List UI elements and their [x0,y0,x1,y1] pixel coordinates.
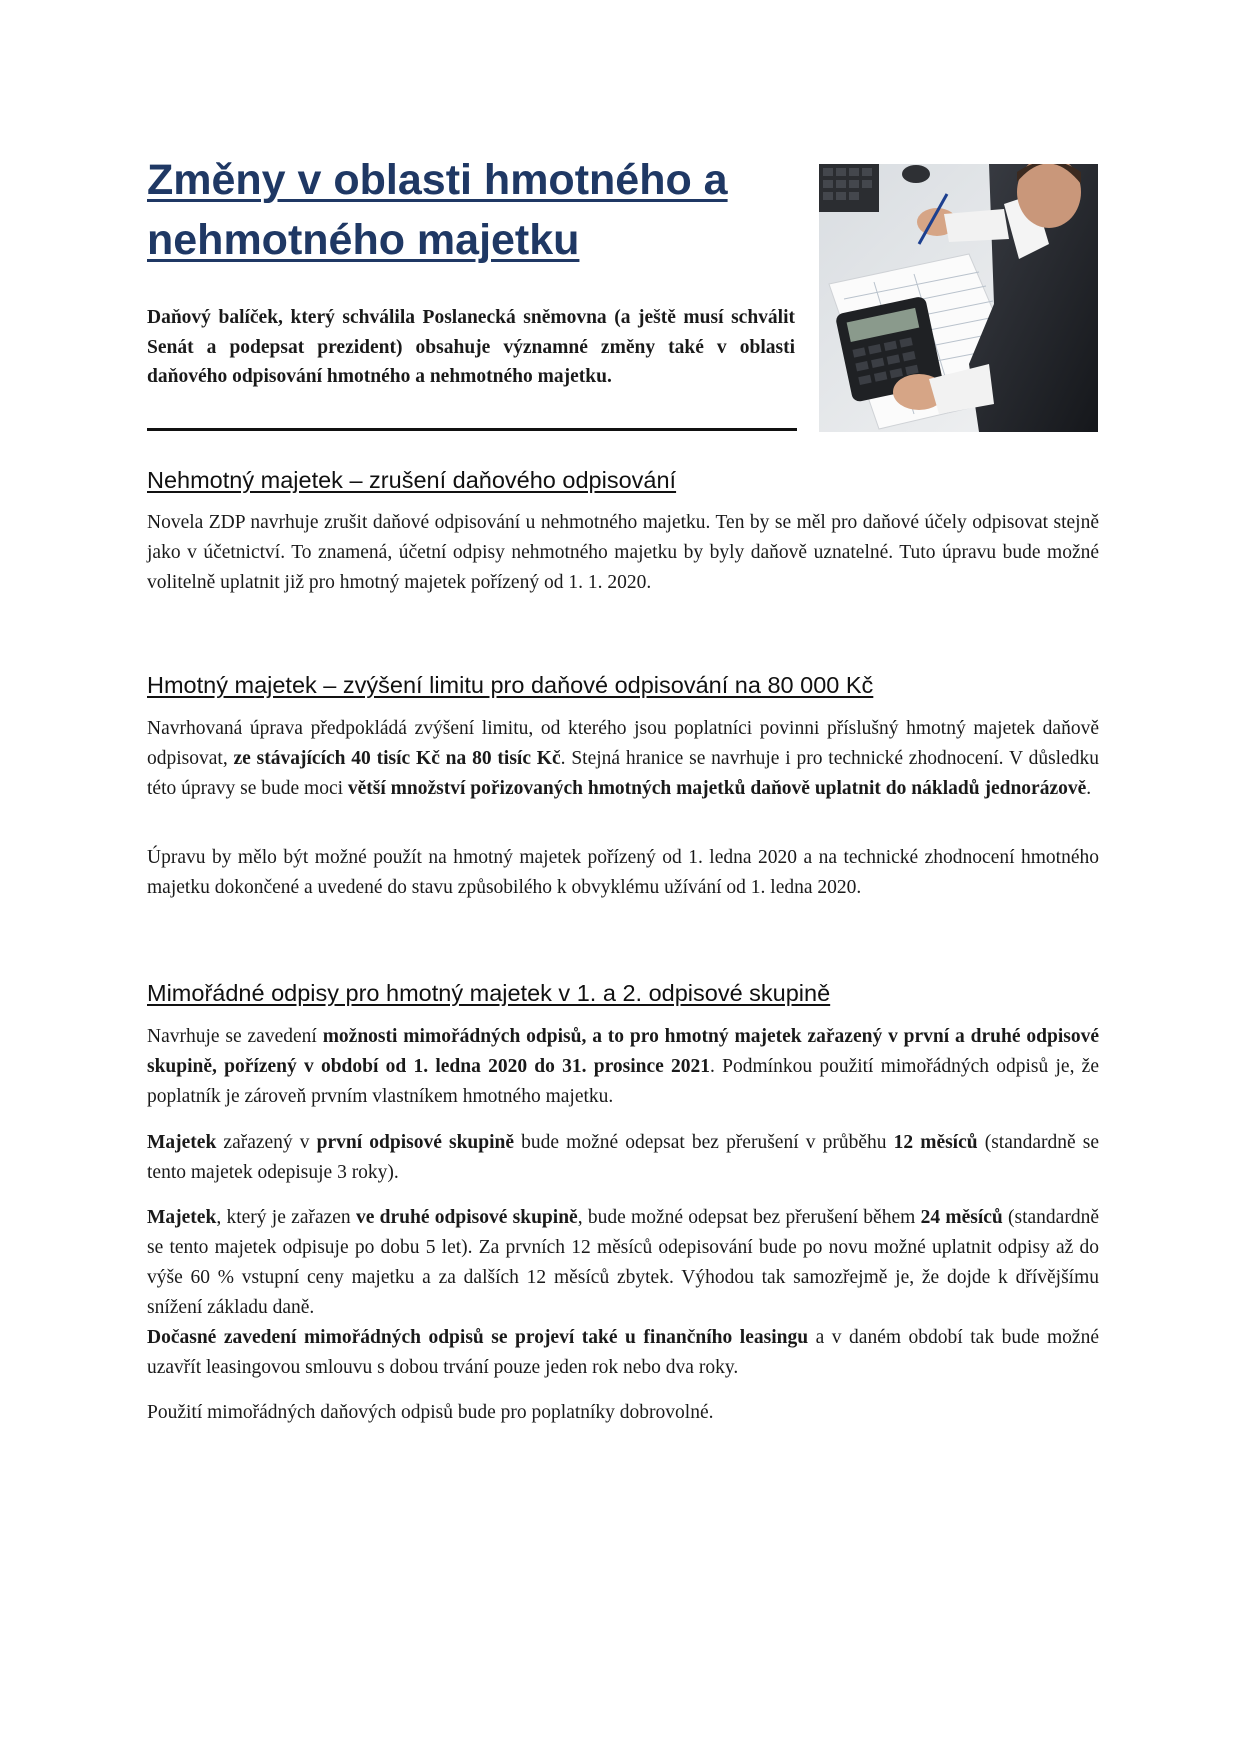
emphasis-text: Majetek [147,1132,217,1153]
section-3-paragraph-3 [147,1203,1099,1323]
body-text: Navrhovaná úprava předpokládá zvýšení limitu, od kterého jsou poplatníci povinni příslušný hmotný majetek daňově odpisovat, [147,718,1099,769]
body-text: Úpravu by mělo být možné použít na hmotný majetek pořízený od 1. ledna 2020 a na technické zhodnocení hmotného majetku dokončené a uvedené do stavu způsobilého k obvyklému užívání od 1. ledna 2020. [147,847,1099,898]
section-2-paragraph-1 [147,714,1099,804]
section-3-paragraph-2 [147,1128,1099,1188]
body-text: . Podmínkou použití mimořádných odpisů je, že poplatník je zároveň prvním vlastníkem hmotného majetku. [147,1056,1099,1107]
lead-divider [147,428,797,431]
body-text: zařazený v [216,1132,317,1153]
body-text: Novela ZDP navrhuje zrušit daňové odpisování u nehmotného majetku. Ten by se měl pro daňové účely odpisovat stejně jako v účetnictví. To znamená, účetní odpisy nehmotného majetku by byly daňově uznatelné. Tuto úpravu bude možné volitelně uplatnit již pro hmotný majetek pořízený od 1. 1. 2020. [147,512,1099,593]
emphasis-text: Dočasné zavedení mimořádných odpisů se projeví také u finančního leasingu [147,1327,809,1348]
section-3-paragraph-1 [147,1022,1099,1112]
body-text: . Stejná hranice se navrhuje i pro technické zhodnocení. V důsledku této úpravy se bude moci [147,748,1099,799]
section-heading-hmotny: Hmotný majetek – zvýšení limitu pro daňové odpisování na 80 000 Kč [147,672,874,698]
emphasis-text: možnosti mimořádných odpisů, a to pro hmotný majetek zařazený v první a druhé odpisové skupině, pořízený v období od 1. ledna 2020 do 31. prosince 2021 [147,1026,1099,1077]
body-text: . [1086,778,1092,799]
body-text: a v daném období tak bude možné uzavřít leasingovou smlouvu s dobou trvání pouze jeden rok nebo dva roky. [147,1327,1099,1378]
section-heading-mimoradne: Mimořádné odpisy pro hmotný majetek v 1. a 2. odpisové skupině [147,980,831,1006]
emphasis-text: větší množství pořizovaných hmotných majetků daňově uplatnit do nákladů jednorázově [347,778,1087,799]
emphasis-text: 12 měsíců [893,1132,978,1153]
body-text: (standardně se tento majetek odepisuje 3 roky). [147,1132,1100,1183]
body-text: Navrhuje se zavedení [147,1026,323,1047]
section-3-paragraph-5 [147,1398,1099,1428]
emphasis-text: ze stávajících 40 tisíc Kč na 80 tisíc Kč [233,748,561,769]
page-title: Změny v oblasti hmotného a nehmotného majetku [147,156,728,264]
body-text: (standardně se tento majetek odpisuje po dobu 5 let). Za prvních 12 měsíců odepisování bude po novu možné uplatnit odpisy až do výše 60 % vstupní ceny majetku a za dalších 12 měsíců zbytek. Výhodou tak samozřejmě je, že dojde k dřívějšímu snížení základu daně. [147,1207,1099,1318]
body-text: , který je zařazen [216,1207,356,1228]
lead-paragraph: Daňový balíček, který schválila Poslanecká sněmovna (a ještě musí schválit Senát a podepsat prezident) obsahuje významné změny také v oblasti daňového odpisování hmotného a nehmotného majetku. [147,307,795,387]
body-text: bude možné odepsat bez přerušení v průběhu [514,1132,894,1153]
businessman-calculator-photo [819,164,1098,432]
section-heading-nehmotny: Nehmotný majetek – zrušení daňového odpisování [147,467,677,493]
emphasis-text: ve druhé odpisové skupině [355,1207,578,1228]
emphasis-text: první odpisové skupině [316,1132,515,1153]
emphasis-text: 24 měsíců [920,1207,1003,1228]
body-text: , bude možné odepsat bez přerušení během [577,1207,921,1228]
body-text: Použití mimořádných daňových odpisů bude pro poplatníky dobrovolné. [147,1402,714,1423]
emphasis-text: Majetek [147,1207,217,1228]
section-2-paragraph-2 [147,843,1099,903]
section-3-paragraph-4 [147,1323,1099,1383]
section-1-paragraph-1 [147,508,1099,598]
